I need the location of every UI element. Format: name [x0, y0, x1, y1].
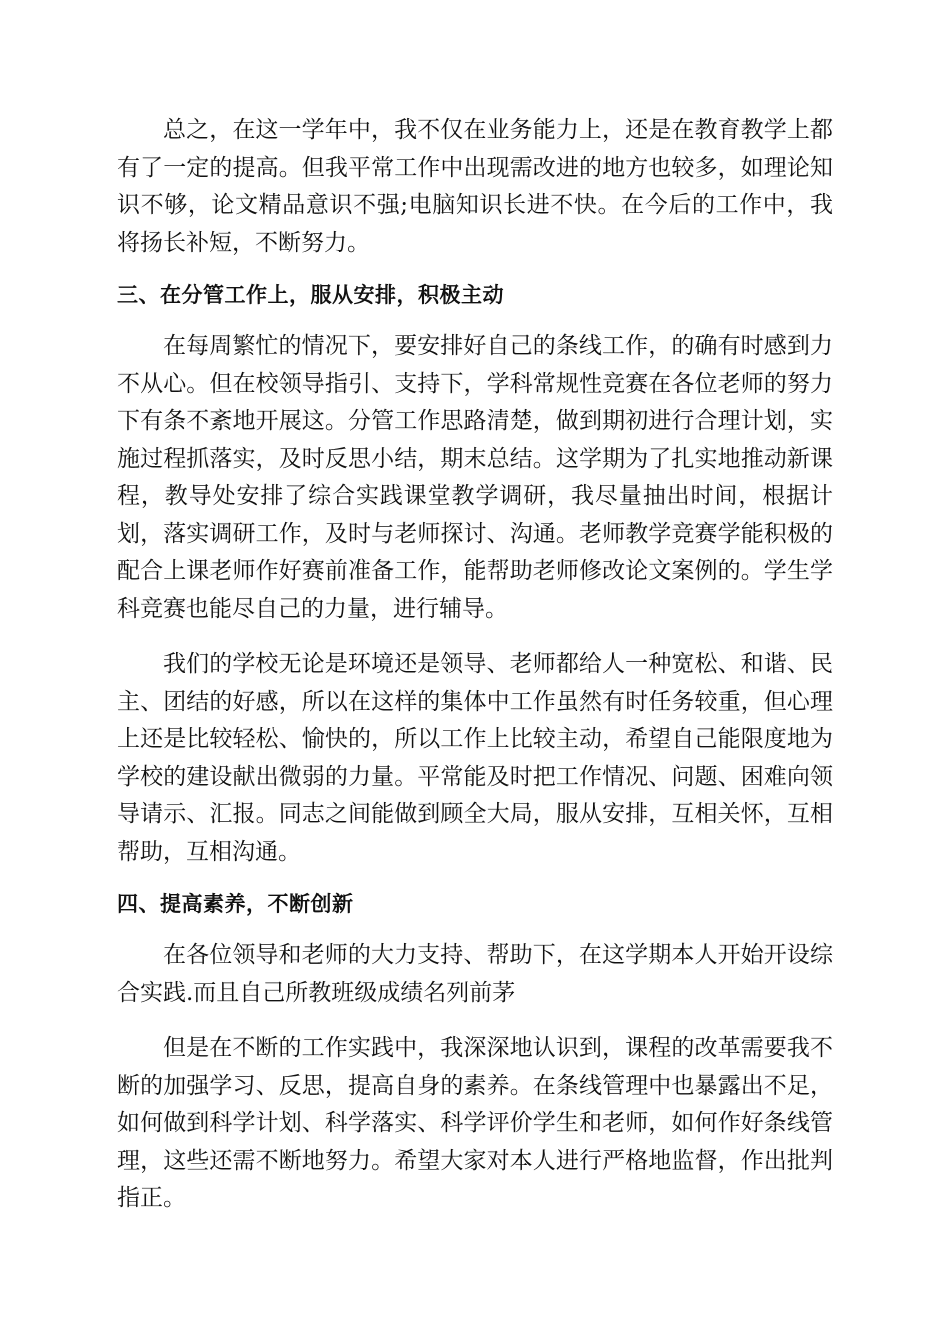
section-heading-3: 三、在分管工作上，服从安排，积极主动: [117, 283, 504, 307]
paragraph-school-environment: 我们的学校无论是环境还是领导、老师都给人一种宽松、和谐、民主、团结的好感，所以在这样的集体中工作虽然有时任务较重，但心理上还是比较轻松、愉快的，所以工作上比较主动，希望自己能限度地为学校的建设献出微弱的力量。平常能及时把工作情况、问题、困难向领导请示、汇报。同志之间能做到顾全大局，服从安排，互相关怀，互相帮助，互相沟通。: [117, 651, 833, 865]
document-page: [117, 112, 833, 1236]
paragraph-management-work: 在每周繁忙的情况下，要安排好自己的条线工作，的确有时感到力不从心。但在校领导指引、支持下，学科常规性竞赛在各位老师的努力下有条不紊地开展这。分管工作思路清楚，做到期初进行合理计划，实施过程抓落实，及时反思小结，期末总结。这学期为了扎实地推动新课程，教导处安排了综合实践课堂教学调研，我尽量抽出时间，根据计划，落实调研工作，及时与老师探讨、沟通。老师教学竞赛学能积极的配合上课老师作好赛前准备工作，能帮助老师修改论文案例的。学生学科竞赛也能尽自己的力量，进行辅导。: [117, 333, 833, 622]
paragraph-reflection: 但是在不断的工作实践中，我深深地认识到，课程的改革需要我不断的加强学习、反思，提高自身的素养。在条线管理中也暴露出不足，如何做到科学计划、科学落实、科学评价学生和老师，如何作好条线管理，这些还需不断地努力。希望大家对本人进行严格地监督，作出批判指正。: [117, 1035, 833, 1211]
paragraph-support: 在各位领导和老师的大力支持、帮助下，在这学期本人开始开设综合实践.而且自己所教班级成绩名列前茅: [117, 942, 833, 1006]
paragraph-summary: 总之，在这一学年中，我不仅在业务能力上，还是在教育教学上都有了一定的提高。但我平常工作中出现需改进的地方也较多，如理论知识不够，论文精品意识不强;电脑知识长进不快。在今后的工作中，我将扬长补短，不断努力。: [117, 117, 833, 256]
section-heading-4: 四、提高素养，不断创新: [117, 892, 354, 916]
